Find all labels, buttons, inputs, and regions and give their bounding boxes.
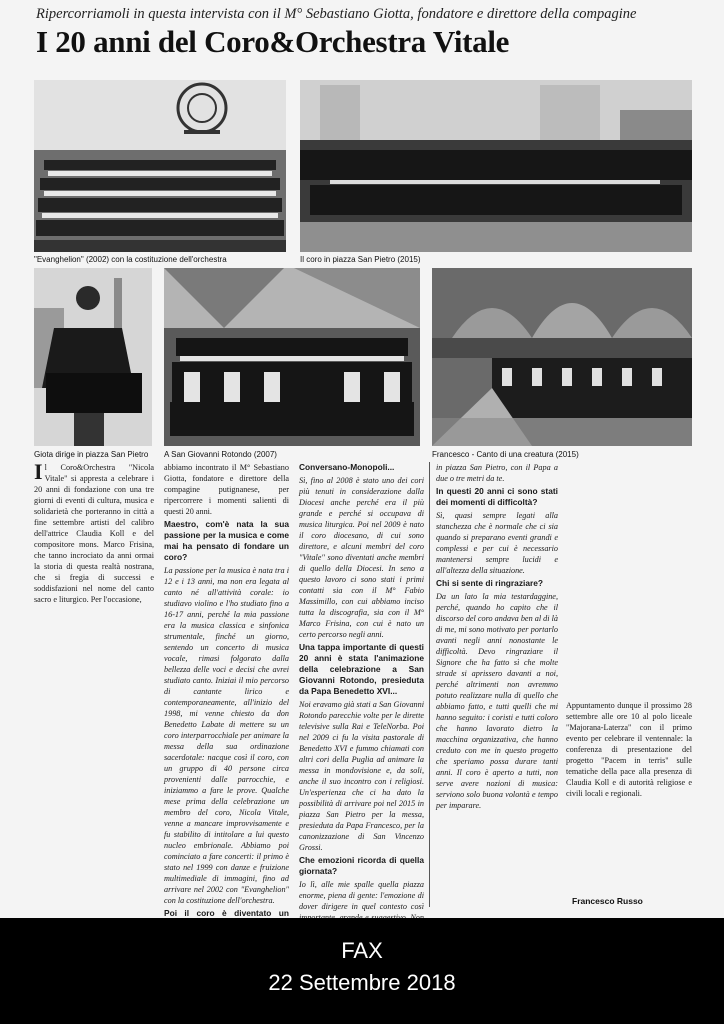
answer-passione: La passione per la musica è nata tra i 12 e i 13 anni, ma non era legata al canto né all'attività corale: io studiavo violino e l'ho studiato fino a 16-17 anni, perché la mia passione era la musica classica e sinfonica strumentale, finché un giorno, sentendo un concerto di musica vocale, rimasi folgorato dalla bellezza delle voci e decisi che avrei studiato canto. Iniziai il mio percorso di cantante lirico e contemporaneamente, all'inizio del 1998, mi venne chiesto da don Benedetto Labate di mettere su un coro interparrocchiale per animare la messa della sua ordinazione sacerdotale: nacque così il coro, con un gruppo di 40 persone circa provenienti dalle parrocchie, e iniziammo a fare le prove. Qualche mese prima della celebrazione un membro del coro, Nicola Vitale, venne a mancare improvvisamente e fu stabilito di intitolare a lui questo nucleo embrionale. Abbiamo poi cominciato a fare concerti: il primo è stato nel 1999 con danze e fruizione multimediale di immagini, fino ad arrivare nel 2002 con "Evanghelion" con la costituzione dell'orchestra.	[164, 566, 289, 905]
article-column-4	[436, 462, 558, 907]
answer-ringraziare: Da un lato la mia testardaggine, perché, quando ho capito che il discorso del coro andava ben al di là di me, mi sono motivato per portarlo avanti negli anni nonostante le difficoltà. Devo ringraziare il Signore che ha fatto sì che molte strade si aprissero davanti a noi, perché altrimenti non avremmo potuto realizzare nulla di quello che abbiamo fatto, e tutti quelli che mi hanno seguito: i coristi e tutti coloro che hanno lavorato dietro la macchina organizzativa, che hanno creduto con me in questo progetto che speriamo possa durare tanti anni. Il coro è aperto a tutti, non serve avere nozioni di musica: serviono solo buona volontà e tempo per imparare.	[436, 592, 558, 810]
article-column-2	[164, 462, 289, 918]
question-passione: Maestro, com'è nata la sua passione per la musica e come mai ha pensato di fondare un coro?	[164, 519, 289, 562]
article-headline: I 20 anni del Coro&Orchestra Vitale	[36, 24, 510, 59]
photo-evanghelion	[34, 80, 286, 252]
question-difficolta: In questi 20 anni ci sono stati dei momenti di difficoltà?	[436, 486, 558, 507]
event-announcement: Appuntamento dunque il prossimo 28 settembre alle ore 10 al polo liceale "Majorana-Laterza" con il primo evento per celebrare il ventennale: la conferenza di presentazione del progetto "Pacem in terris" sulle tematiche della pace alla presenza di Claudia Koll e di autorità religiose e civili locali e regionali.	[566, 701, 692, 798]
fax-date: 22 Settembre 2018	[268, 970, 456, 995]
question-san-giovanni: Una tappa importante di questi 20 anni è stata l'animazione della celebrazione a San Giovanni Rotondo, presieduta da Papa Benedetto XVI...	[299, 642, 424, 696]
column-2-intro: abbiamo incontrato il M° Sebastiano Giotta, fondatore e direttore della compagine putignanese, per ripercorrere i momenti salienti di questi 20 anni.	[164, 463, 289, 516]
photo-evanghelion-caption: "Evanghelion" (2002) con la costituzione dell'orchestra	[34, 255, 227, 264]
question-diocesi-continued: Conversano-Monopoli...	[299, 462, 395, 472]
answer-difficolta: Sì, quasi sempre legati alla stanchezza che è normale che ci sia quando si preparano eventi grandi e complessi e per cui è necessario mantenersi sempre lucidi e all'altezza della situazione.	[436, 511, 558, 575]
answer-emozioni: Io lì, alle mie spalle quella piazza enorme, piena di gente: l'emozione di dover dirigere in quel contesto così	[299, 880, 424, 911]
drop-cap: I	[34, 459, 43, 484]
answer-san-giovanni: Noi eravamo già stati a San Giovanni Rotondo parecchie volte per le dirette televisive sulla Rai e TeleNorba. Poi nel 2009 ci fu la visita pastorale di Benedetto XVI e fummo chiamati con altri cori della Puglia ad animare la messa in mondovisione e, da soli, anche il suo incontro con i religiosi. Un'esperienza che ci ha dato la possibilità di arrivare poi nel 2015 in piazza San Pietro per la messa, presieduta da Papa Francesco, per la canonizzazione di San Vincenzo Grossi.	[299, 700, 424, 852]
photo-giotta-conducting-caption: Giota dirige in piazza San Pietro	[34, 450, 149, 459]
fax-banner	[0, 918, 724, 1024]
answer-emozioni-continued: in piazza San Pietro, con il Papa a due o tre metri da te.	[436, 463, 558, 483]
column-1-text: l Coro&Orchestra "Nicola Vitale" si appresta a celebrare i 20 anni di fondazione con una tre giorni di eventi di cultura, musica e solidarietà che porteranno in città a fine settembre artisti del calibro dell'attrice Claudia Koll e del compositore mons. Marco Frisina, che tanno incrociato da anni ormai la storia di questa realtà nostrana, che si fregia di successi e soddisfazioni nel nome del canto sacro e liturgico. Per l'occasione,	[34, 463, 154, 604]
fax-label: FAX	[341, 938, 383, 963]
article-kicker: Ripercorriamoli in questa intervista con il M° Sebastiano Giotta, fondatore e direttore della compagine	[36, 6, 637, 22]
question-ringraziare: Chi si sente di ringraziare?	[436, 578, 544, 588]
article-column-1	[34, 459, 154, 642]
photo-canto-creatura-caption: Francesco - Canto di una creatura (2015)	[432, 450, 579, 459]
author-signature: Francesco Russo	[572, 896, 643, 906]
answer-diocesi: Sì, fino al 2008 è stato uno dei cori più tenuti in considerazione dalla Diocesi anche perché era il più grande e perché si occupava di musica liturgica. Poi nel 2009 è nato il coro diocesano, di cui sono direttore, e alcuni membri del coro "Vitale" sono diventati anche membri di quello della Diocesi. In seno a questo lavoro ci sono stati i primi contatti sia con il M° Fabio Massimillo, con cui abbiamo inciso tutta la discografia, sia con il M° Marco Frisina, con cui è nato un certo percorso negli anni.	[299, 476, 424, 639]
photo-canto-creatura	[432, 268, 692, 446]
article-column-5	[566, 700, 692, 892]
article-column-3	[299, 462, 424, 911]
photo-san-pietro-2015	[300, 80, 692, 252]
question-diocesi: Poi il coro è diventato un	[164, 908, 289, 918]
photo-san-pietro-2015-caption: Il coro in piazza San Pietro (2015)	[300, 255, 421, 264]
photo-san-giovanni-rotondo-caption: A San Giovanni Rotondo (2007)	[164, 450, 277, 459]
photo-san-giovanni-rotondo	[164, 268, 420, 446]
column-rule	[429, 462, 430, 907]
question-emozioni: Che emozioni ricorda di quella giornata?	[299, 855, 424, 876]
photo-giotta-conducting	[34, 268, 152, 446]
